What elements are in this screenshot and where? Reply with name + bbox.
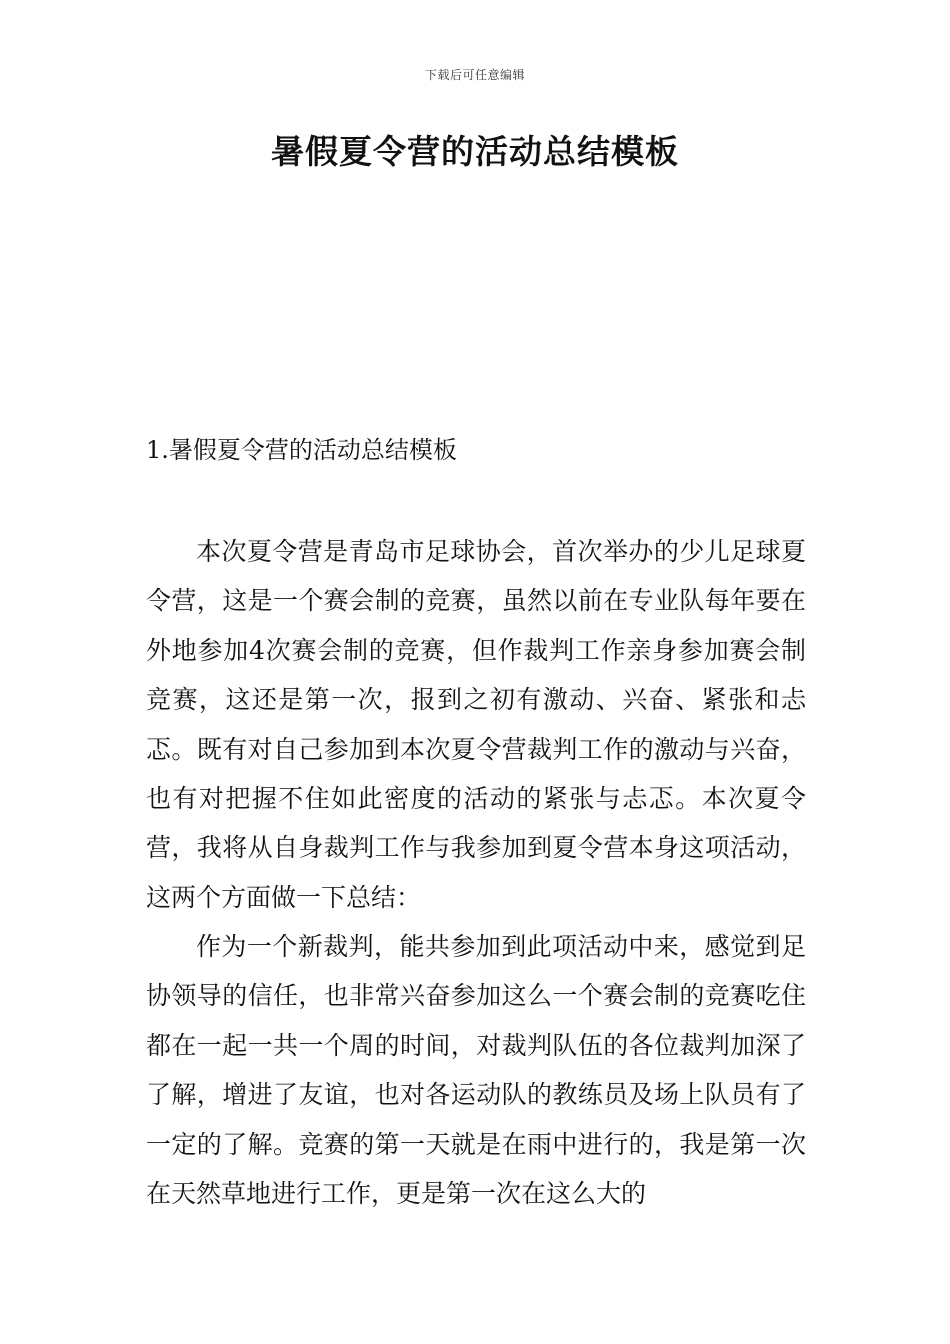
section-heading: 1.暑假夏令营的活动总结模板 — [146, 436, 457, 464]
paragraph-text: 本次夏令营是青岛市足球协会，首次举办的少儿足球夏令营，这是一个赛会制的竞赛，虽然以前在专业队每年要在外地参加4次赛会制的竞赛，但作裁判工作亲身参加赛会制竞赛，这还是第一次，报到之初有激动、兴奋、紧张和忐忑。既有对自己参加到本次夏令营裁判工作的激动与兴奋，也有对把握不住如此密度的活动的紧张与忐忑。本次夏令营，我将从自身裁判工作与我参加到夏令营本身这项活动，这两个方面做一下总结： — [146, 537, 806, 912]
document-title: 暑假夏令营的活动总结模板 — [271, 132, 679, 171]
header-note: 下载后可任意编辑 — [424, 68, 525, 82]
body-paragraph-2 — [146, 922, 806, 1218]
body-paragraph-1 — [146, 527, 806, 922]
paragraph-text: 作为一个新裁判，能共参加到此项活动中来，感觉到足协领导的信任，也非常兴奋参加这么一个赛会制的竞赛吃住都在一起一共一个周的时间，对裁判队伍的各位裁判加深了了解，增进了友谊，也对各运动队的教练员及场上队员有了一定的了解。竞赛的第一天就是在雨中进行的，我是第一次在天然草地进行工作，更是第一次在这么大的 — [146, 932, 806, 1209]
